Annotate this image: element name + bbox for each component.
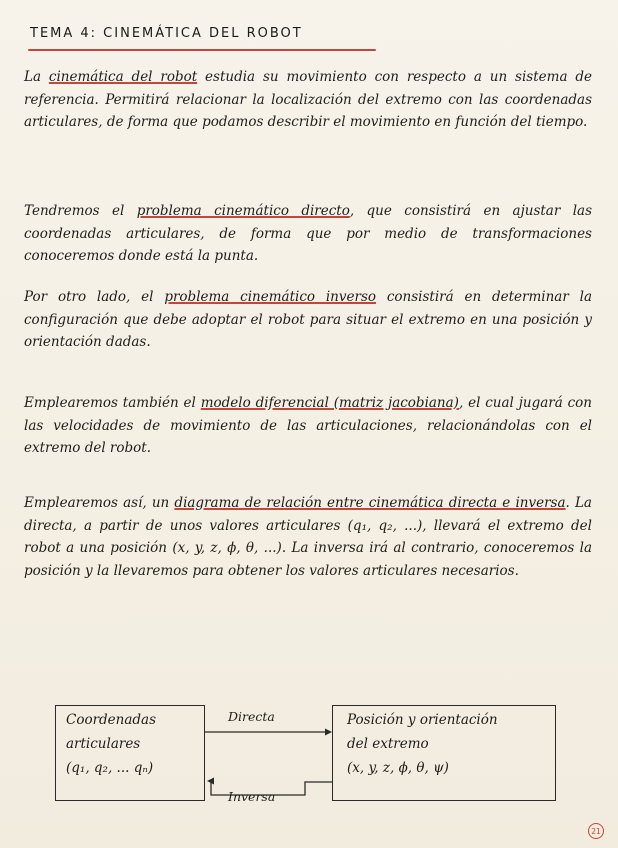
paragraph-diagram-intro: [24, 492, 592, 582]
page-number-badge: 21: [588, 823, 604, 839]
p4-underlined: modelo diferencial (matriz jacobiana): [200, 395, 459, 411]
p1-text-a: La: [24, 69, 49, 85]
p5-text-b: . La directa, a partir de unos valores articulares (q₁, q₂, ...), llevará el extremo del robot a una posición (x, y, z, ϕ, θ, ...). La inversa irá al contrario, conoceremos la posición y la llevaremos para obtener los valores articulares necesarios.: [24, 495, 592, 579]
p1-underlined: cinemática del robot: [48, 69, 198, 85]
joint-coordinates-box: [55, 705, 205, 801]
directa-arrowhead: [325, 729, 332, 736]
p1-text-b: estudia su movimiento con respecto a un sistema de referencia. Permitirá relacionar la localización del extremo con las coordenadas articulares, de forma que podamos describir el movimiento en función del tiempo.: [24, 69, 593, 130]
p3-underlined: problema cinemático inverso: [164, 289, 376, 305]
left-box-line-3: (q₁, q₂, ... qₙ): [66, 760, 154, 776]
p4-text-b: , el cual jugará con las velocidades de movimiento de las articulaciones, relacionándolas con el extremo del robot.: [24, 395, 592, 456]
page-title: TEMA 4: CINEMÁTICA DEL ROBOT: [30, 26, 303, 41]
inversa-label: Inversa: [228, 789, 276, 804]
p5-text-a: Emplearemos así, un: [24, 495, 175, 511]
p2-underlined: problema cinemático directo: [136, 203, 350, 219]
p2-text-a: Tendremos el: [24, 203, 137, 219]
directa-label: Directa: [228, 709, 275, 724]
paragraph-direct-problem: [24, 200, 592, 268]
p3-text-a: Por otro lado, el: [24, 289, 165, 305]
p2-text-b: , que consistirá en ajustar las coordenadas articulares, de forma que por medio de transformaciones conoceremos donde está la punta.: [24, 203, 592, 264]
left-box-line-1: Coordenadas: [66, 712, 157, 728]
p4-text-a: Emplearemos también el: [24, 395, 201, 411]
paragraph-intro: [24, 66, 592, 134]
right-box-line-2: del extremo: [347, 736, 429, 752]
paragraph-inverse-problem: [24, 286, 592, 354]
left-box-line-2: articulares: [66, 736, 141, 752]
paragraph-differential-model: [24, 392, 592, 460]
pose-box: [332, 705, 556, 801]
right-box-line-3: (x, y, z, ϕ, θ, ψ): [347, 760, 449, 776]
right-box-line-1: Posición y orientación: [347, 712, 498, 728]
p5-underlined: diagrama de relación entre cinemática directa e inversa: [174, 495, 566, 511]
title-underline: [28, 49, 376, 51]
p3-text-b: consistirá en determinar la configuración que debe adoptar el robot para situar el extremo en una posición y orientación dadas.: [24, 289, 592, 350]
